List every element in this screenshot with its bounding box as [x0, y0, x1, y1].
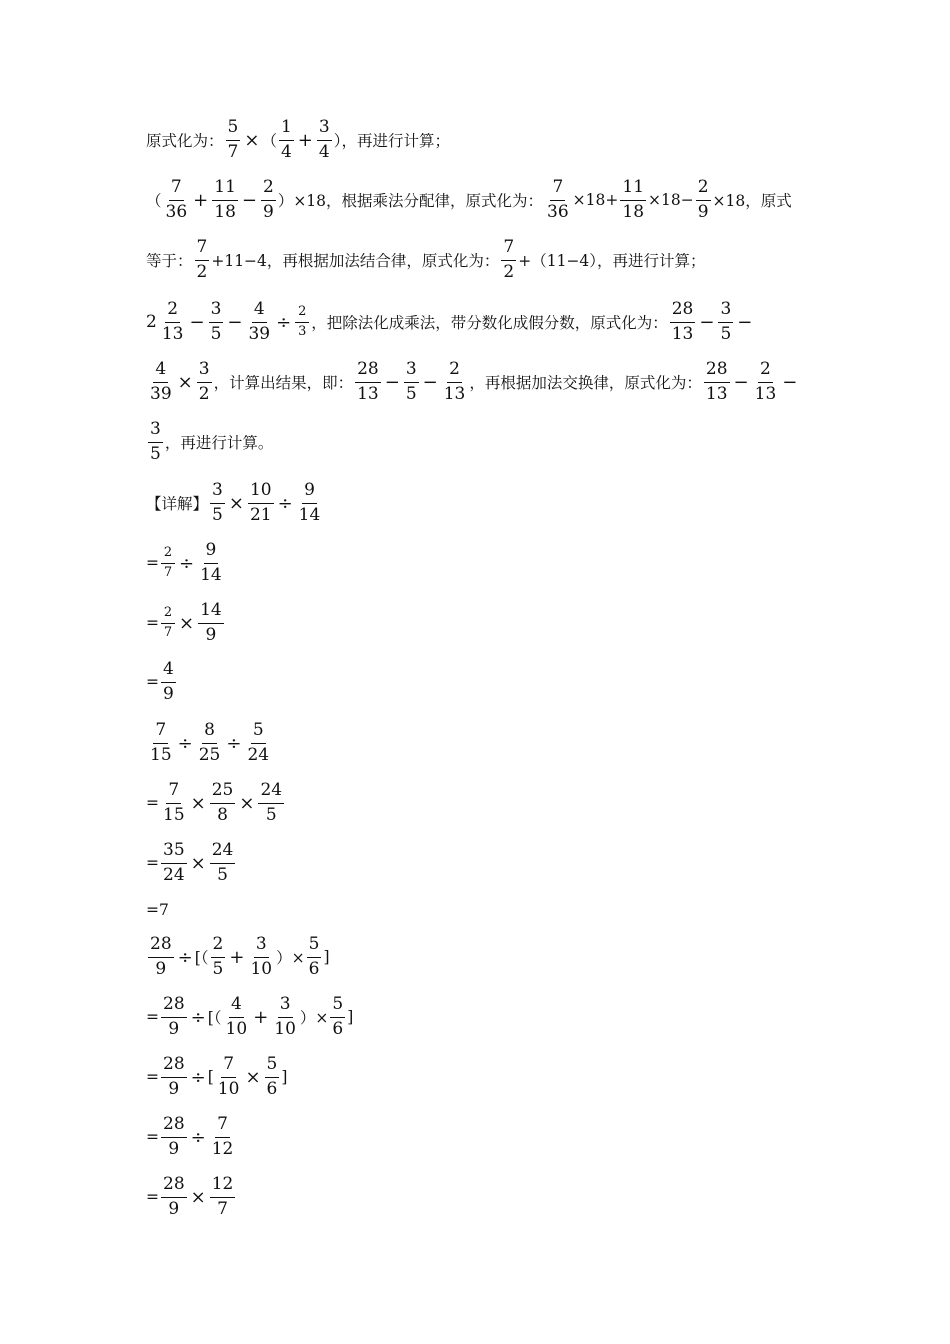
operator: × — [190, 792, 206, 814]
denominator: 7 — [217, 1198, 228, 1219]
numerator: 4 — [161, 660, 176, 683]
text-run: 【详解】 — [146, 495, 209, 513]
text-run: ），再进行计算； — [333, 132, 450, 150]
text-run: = — [146, 1068, 159, 1086]
operator: + — [297, 129, 313, 151]
numerator: 5 — [251, 721, 266, 744]
operator: ÷ — [177, 732, 193, 754]
fraction — [148, 721, 174, 765]
mixed-number-whole: 2 — [146, 312, 157, 332]
math-line — [146, 1107, 237, 1167]
numerator: 5 — [330, 995, 345, 1018]
fraction — [248, 481, 274, 525]
fraction — [279, 118, 294, 162]
numerator: 2 — [161, 606, 175, 624]
text-run: +（11−4），再进行计算； — [518, 252, 706, 270]
math-line — [146, 1047, 287, 1107]
denominator: 14 — [298, 504, 321, 525]
math-line — [146, 927, 330, 987]
fraction — [161, 841, 187, 885]
text-run: 等于： — [146, 252, 193, 270]
operator: × — [177, 371, 193, 393]
denominator: 5 — [405, 383, 417, 404]
text-run: ）× — [299, 1009, 329, 1027]
operator: − — [422, 371, 438, 393]
text-run: ] — [323, 948, 330, 966]
denominator: 5 — [210, 323, 222, 344]
operator: × — [244, 129, 260, 151]
numerator: 5 — [226, 118, 241, 141]
operator: − — [241, 189, 257, 211]
numerator: 2 — [211, 935, 226, 958]
denominator: 7 — [163, 564, 173, 580]
numerator: 4 — [252, 300, 267, 323]
numerator: 1 — [279, 118, 294, 141]
text-run: +11−4，再根据加法结合律，原式化为： — [211, 252, 500, 270]
fraction — [161, 1115, 187, 1159]
text-run: = — [146, 794, 159, 812]
operator: − — [189, 311, 205, 333]
denominator: 5 — [212, 958, 224, 979]
denominator: 13 — [754, 383, 777, 404]
numerator: 4 — [153, 360, 168, 383]
denominator: 5 — [265, 804, 277, 825]
denominator: 10 — [217, 1078, 240, 1099]
fraction — [216, 1055, 242, 1099]
numerator: 7 — [550, 178, 565, 201]
math-line — [146, 1167, 237, 1227]
text-run: = — [146, 1008, 159, 1026]
math-line — [146, 473, 324, 533]
operator: − — [733, 371, 749, 393]
numerator: 24 — [258, 781, 284, 804]
denominator: 9 — [697, 201, 709, 222]
fraction — [248, 935, 274, 979]
numerator: 7 — [221, 1055, 236, 1078]
fraction — [161, 606, 175, 641]
denominator: 9 — [168, 1078, 180, 1099]
fraction — [210, 841, 236, 885]
fraction — [330, 995, 345, 1039]
fraction — [246, 300, 272, 344]
text-run: ×18，原式 — [712, 192, 792, 210]
denominator: 9 — [168, 1198, 180, 1219]
operator: × — [228, 492, 244, 514]
numerator: 9 — [204, 541, 219, 564]
operator: + — [229, 946, 245, 968]
numerator: 3 — [254, 935, 269, 958]
denominator: 4 — [280, 141, 292, 162]
denominator: 25 — [198, 744, 221, 765]
numerator: 7 — [153, 721, 168, 744]
denominator: 10 — [274, 1018, 296, 1039]
fraction — [211, 935, 226, 979]
denominator: 2 — [198, 383, 210, 404]
numerator: 11 — [212, 178, 238, 201]
fraction — [161, 1175, 187, 1219]
math-line — [146, 110, 450, 170]
numerator: 3 — [317, 118, 332, 141]
numerator: 3 — [210, 481, 225, 504]
numerator: 12 — [210, 1175, 236, 1198]
numerator: 7 — [169, 178, 184, 201]
text-run: ，再进行计算。 — [164, 434, 274, 452]
numerator: 24 — [210, 841, 236, 864]
denominator: 9 — [155, 958, 167, 979]
math-line — [146, 652, 178, 712]
fraction — [258, 781, 284, 825]
denominator: 5 — [212, 504, 223, 525]
operator: ÷ — [177, 946, 193, 968]
numerator: 28 — [670, 300, 696, 323]
fraction — [198, 541, 224, 585]
numerator: 2 — [165, 300, 180, 323]
math-line — [146, 987, 353, 1047]
denominator: 3 — [298, 323, 307, 339]
denominator: 39 — [150, 383, 172, 404]
text-run: ）×18，根据乘法分配律，原式化为： — [277, 192, 544, 210]
operator: − — [737, 311, 753, 333]
text-run: =7 — [146, 901, 169, 919]
numerator: 28 — [161, 1175, 187, 1198]
text-run: ，计算出结果，即： — [213, 374, 354, 392]
fraction — [160, 300, 186, 344]
text-run: ] — [347, 1008, 354, 1026]
text-run: ] — [281, 1068, 288, 1086]
text-run: ，把除法化成乘法，带分数化成假分数，原式化为： — [311, 314, 668, 332]
numerator: 2 — [161, 546, 175, 564]
numerator: 28 — [355, 360, 381, 383]
numerator: 9 — [302, 481, 317, 504]
numerator: 3 — [404, 360, 419, 383]
fraction — [620, 178, 646, 222]
operator: ÷ — [190, 1126, 206, 1148]
numerator: 5 — [307, 935, 322, 958]
fraction — [718, 300, 733, 344]
numerator: 3 — [718, 300, 733, 323]
text-run: ×18− — [648, 191, 694, 209]
math-line — [146, 773, 286, 833]
numerator: 2 — [295, 305, 309, 323]
denominator: 39 — [248, 323, 271, 344]
fraction — [670, 300, 696, 344]
denominator: 6 — [266, 1078, 278, 1099]
denominator: 24 — [247, 744, 270, 765]
denominator: 18 — [622, 201, 645, 222]
denominator: 12 — [211, 1138, 234, 1159]
text-run: [ — [207, 1068, 214, 1086]
denominator: 13 — [443, 383, 466, 404]
operator: − — [699, 311, 715, 333]
text-run: （ — [261, 132, 277, 150]
fraction — [226, 118, 241, 162]
fraction — [210, 1175, 236, 1219]
text-run: = — [146, 614, 159, 632]
fraction — [245, 721, 271, 765]
denominator: 9 — [163, 683, 174, 704]
denominator: 7 — [227, 141, 239, 162]
text-run: ，再根据加法交换律，原式化为： — [469, 374, 702, 392]
fraction — [297, 481, 323, 525]
denominator: 21 — [249, 504, 272, 525]
fraction — [195, 238, 210, 282]
numerator: 28 — [161, 995, 187, 1018]
text-run: [（ — [207, 1009, 222, 1027]
fraction — [209, 300, 224, 344]
fraction — [272, 995, 298, 1039]
fraction — [210, 781, 236, 825]
numerator: 11 — [620, 178, 646, 201]
operator: × — [179, 612, 195, 634]
fraction — [148, 420, 163, 464]
denominator: 13 — [357, 383, 379, 404]
denominator: 9 — [168, 1018, 180, 1039]
text-run: ×18+ — [572, 191, 619, 209]
fraction — [295, 305, 309, 340]
fraction — [161, 1055, 187, 1099]
numerator: 28 — [161, 1055, 187, 1078]
denominator: 7 — [163, 624, 173, 640]
denominator: 13 — [705, 383, 728, 404]
numerator: 7 — [215, 1115, 230, 1138]
denominator: 6 — [308, 958, 320, 979]
text-run: = — [146, 554, 159, 572]
operator: ÷ — [276, 311, 292, 333]
numerator: 2 — [447, 360, 462, 383]
text-run: = — [146, 1188, 159, 1206]
denominator: 15 — [150, 744, 172, 765]
denominator: 10 — [225, 1018, 248, 1039]
fraction — [404, 360, 419, 404]
math-line — [146, 593, 226, 653]
operator: + — [253, 1006, 269, 1028]
fraction — [261, 178, 276, 222]
math-line — [146, 412, 273, 472]
numerator: 4 — [229, 995, 244, 1018]
operator: × — [190, 1186, 206, 1208]
fraction — [197, 721, 223, 765]
math-line — [146, 352, 799, 412]
denominator: 9 — [205, 624, 217, 645]
fraction — [161, 995, 187, 1039]
math-line — [146, 170, 792, 230]
fraction — [148, 935, 174, 979]
numerator: 7 — [501, 238, 516, 261]
denominator: 36 — [165, 201, 188, 222]
numerator: 25 — [210, 781, 236, 804]
denominator: 9 — [262, 201, 274, 222]
numerator: 28 — [161, 1115, 187, 1138]
math-line — [146, 292, 754, 352]
numerator: 2 — [758, 360, 773, 383]
numerator: 3 — [209, 300, 224, 323]
math-line — [146, 713, 273, 773]
fraction — [224, 995, 250, 1039]
operator: ÷ — [277, 492, 293, 514]
numerator: 3 — [197, 360, 212, 383]
math-line — [146, 533, 226, 593]
text-run: 原式化为： — [146, 132, 224, 150]
text-run: ）× — [276, 949, 305, 967]
fraction — [210, 481, 225, 525]
fraction — [161, 781, 187, 825]
fraction — [442, 360, 468, 404]
text-run: = — [146, 854, 159, 872]
denominator: 15 — [163, 804, 185, 825]
fraction — [265, 1055, 280, 1099]
numerator: 3 — [148, 420, 163, 443]
text-run: [（ — [194, 949, 209, 967]
denominator: 6 — [332, 1018, 344, 1039]
operator: × — [190, 852, 206, 874]
denominator: 9 — [168, 1138, 180, 1159]
denominator: 5 — [720, 323, 732, 344]
denominator: 36 — [547, 201, 569, 222]
operator: − — [384, 371, 400, 393]
numerator: 8 — [202, 721, 217, 744]
fraction — [197, 360, 212, 404]
numerator: 7 — [166, 781, 181, 804]
numerator: 28 — [704, 360, 730, 383]
operator: ÷ — [190, 1006, 206, 1028]
numerator: 14 — [198, 601, 224, 624]
numerator: 3 — [278, 995, 293, 1018]
numerator: 7 — [195, 238, 210, 261]
fraction — [753, 360, 779, 404]
fraction — [212, 178, 238, 222]
fraction — [161, 546, 175, 581]
denominator: 14 — [200, 564, 222, 585]
numerator: 35 — [161, 841, 187, 864]
denominator: 24 — [163, 864, 185, 885]
text-run: = — [146, 673, 159, 691]
math-line — [146, 230, 706, 290]
operator: × — [245, 1066, 261, 1088]
fraction — [355, 360, 381, 404]
operator: − — [227, 311, 243, 333]
denominator: 4 — [318, 141, 330, 162]
operator: ÷ — [179, 552, 195, 574]
denominator: 10 — [250, 958, 273, 979]
fraction — [545, 178, 571, 222]
numerator: 28 — [148, 935, 174, 958]
fraction — [148, 360, 174, 404]
fraction — [198, 601, 224, 645]
denominator: 8 — [217, 804, 228, 825]
operator: ÷ — [226, 732, 242, 754]
denominator: 13 — [671, 323, 694, 344]
text-run: （ — [146, 192, 162, 210]
operator: × — [239, 792, 255, 814]
numerator: 2 — [696, 178, 711, 201]
fraction — [307, 935, 322, 979]
fraction — [161, 660, 176, 704]
text-run: = — [146, 1128, 159, 1146]
denominator: 5 — [150, 443, 161, 464]
fraction — [704, 360, 730, 404]
denominator: 5 — [217, 864, 228, 885]
numerator: 10 — [248, 481, 274, 504]
denominator: 2 — [196, 261, 208, 282]
fraction — [696, 178, 711, 222]
fraction — [501, 238, 516, 282]
fraction — [210, 1115, 236, 1159]
fraction — [164, 178, 190, 222]
fraction — [317, 118, 332, 162]
numerator: 5 — [265, 1055, 280, 1078]
operator: ÷ — [190, 1066, 206, 1088]
denominator: 13 — [161, 323, 184, 344]
operator: − — [782, 371, 798, 393]
operator: + — [193, 189, 209, 211]
denominator: 18 — [214, 201, 236, 222]
denominator: 2 — [503, 261, 515, 282]
numerator: 2 — [261, 178, 276, 201]
